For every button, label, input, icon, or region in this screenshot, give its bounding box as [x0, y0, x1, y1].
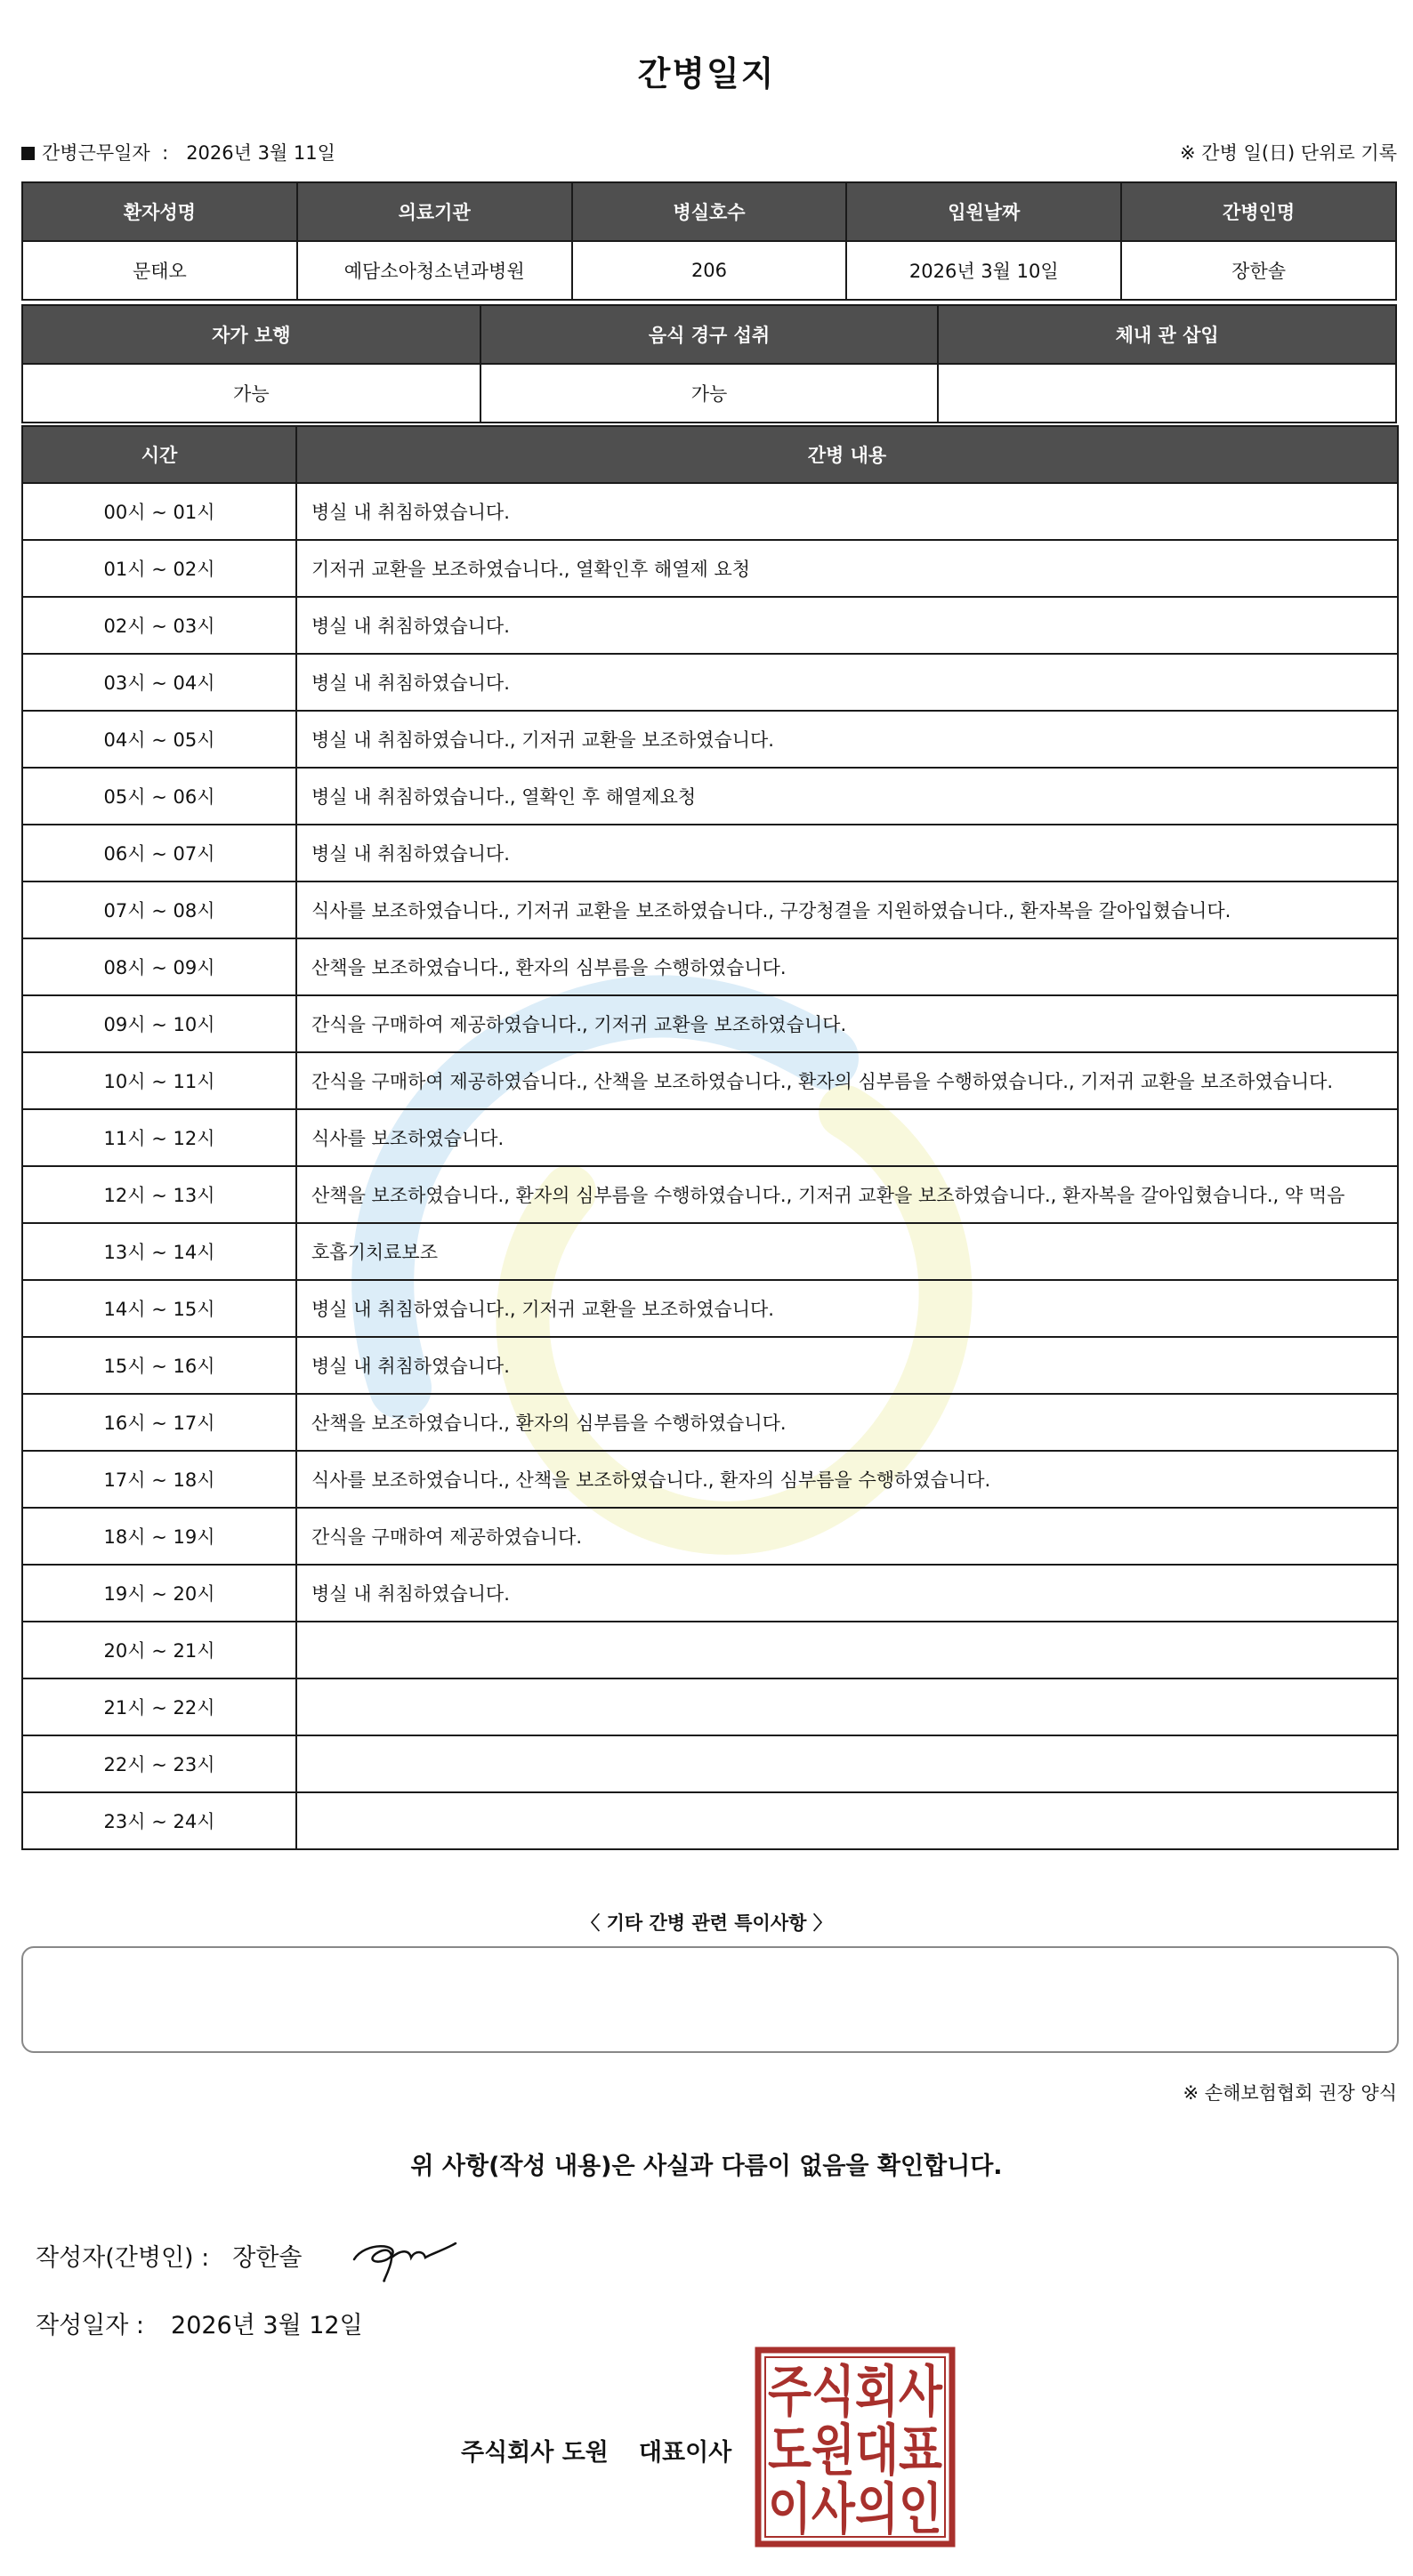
care-log-content: 산책을 보조하였습니다., 환자의 심부름을 수행하였습니다.	[296, 1394, 1398, 1451]
care-log-content	[296, 1678, 1398, 1735]
care-log-row	[22, 540, 1398, 597]
patient-info-table	[21, 181, 1397, 301]
square-bullet-icon	[21, 147, 35, 160]
header-oral-intake: 음식 경구 섭취	[480, 305, 939, 364]
room-number: 206	[572, 241, 847, 300]
header-care-content: 간병 내용	[296, 426, 1398, 483]
header-institution: 의료기관	[297, 182, 572, 241]
work-date-line	[21, 139, 335, 165]
patient-name: 문태오	[22, 241, 297, 300]
care-log-content: 호흡기치료보조	[296, 1223, 1398, 1280]
status-value-row	[22, 364, 1396, 423]
work-date-label: 간병근무일자	[42, 142, 150, 164]
care-log-time: 19시 ~ 20시	[22, 1565, 296, 1622]
company-seal-stamp	[755, 2347, 956, 2548]
care-log-table	[21, 425, 1399, 1850]
care-log-row	[22, 1337, 1398, 1394]
caregiver-name: 장한솔	[1121, 241, 1396, 300]
care-log-time: 16시 ~ 17시	[22, 1394, 296, 1451]
care-log-time: 14시 ~ 15시	[22, 1280, 296, 1337]
care-log-time: 10시 ~ 11시	[22, 1052, 296, 1109]
header-time: 시간	[22, 426, 296, 483]
header-room: 병실호수	[572, 182, 847, 241]
writing-date-label: 작성일자 :	[36, 2312, 145, 2339]
writer-line	[36, 2238, 303, 2273]
care-log-row	[22, 1792, 1398, 1849]
header-admission-date: 입원날짜	[846, 182, 1121, 241]
care-log-time: 23시 ~ 24시	[22, 1792, 296, 1849]
header-tube-insertion: 체내 관 삽입	[938, 305, 1396, 364]
care-log-content: 병실 내 취침하였습니다., 열확인 후 해열제요청	[296, 768, 1398, 825]
care-log-content	[296, 1735, 1398, 1792]
care-log-time: 13시 ~ 14시	[22, 1223, 296, 1280]
seal-text-line: 이사의인	[768, 2476, 942, 2541]
care-log-time: 21시 ~ 22시	[22, 1678, 296, 1735]
record-note: ※ 간병 일(日) 단위로 기록	[1180, 142, 1397, 164]
care-log-row	[22, 1451, 1398, 1508]
admission-date: 2026년 3월 10일	[846, 241, 1121, 300]
care-log-row	[22, 1622, 1398, 1678]
care-log-row	[22, 597, 1398, 654]
care-log-content	[296, 1792, 1398, 1849]
care-log-time: 18시 ~ 19시	[22, 1508, 296, 1565]
care-log-content: 산책을 보조하였습니다., 환자의 심부름을 수행하였습니다., 기저귀 교환을 보조하였습니다., 환자복을 갈아입혔습니다., 약 먹음	[296, 1166, 1398, 1223]
care-log-row	[22, 1166, 1398, 1223]
care-log-content: 병실 내 취침하였습니다.	[296, 825, 1398, 881]
care-log-content: 식사를 보조하였습니다., 기저귀 교환을 보조하였습니다., 구강청결을 지원하였습니다., 환자복을 갈아입혔습니다.	[296, 881, 1398, 938]
tube-insertion-value	[938, 364, 1396, 423]
care-log-content	[296, 1622, 1398, 1678]
header-self-walking: 자가 보행	[22, 305, 480, 364]
care-log-time: 04시 ~ 05시	[22, 711, 296, 768]
care-log-time: 09시 ~ 10시	[22, 995, 296, 1052]
care-log-content: 간식을 구매하여 제공하였습니다., 산책을 보조하였습니다., 환자의 심부름을 수행하였습니다., 기저귀 교환을 보조하였습니다.	[296, 1052, 1398, 1109]
care-log-row	[22, 1508, 1398, 1565]
company-line	[461, 2433, 731, 2467]
care-log-row	[22, 711, 1398, 768]
care-log-row	[22, 1052, 1398, 1109]
care-log-time: 00시 ~ 01시	[22, 483, 296, 540]
header-caregiver: 간병인명	[1121, 182, 1396, 241]
care-log-time: 22시 ~ 23시	[22, 1735, 296, 1792]
company-name: 주식회사 도원	[461, 2439, 609, 2467]
care-log-time: 20시 ~ 21시	[22, 1622, 296, 1678]
care-log-time: 11시 ~ 12시	[22, 1109, 296, 1166]
seal-text-line: 주식회사	[768, 2359, 943, 2424]
association-note: ※ 손해보험협회 권장 양식	[1183, 2082, 1397, 2104]
care-log-content: 병실 내 취침하였습니다., 기저귀 교환을 보조하였습니다.	[296, 1280, 1398, 1337]
care-log-row	[22, 1109, 1398, 1166]
care-log-time: 03시 ~ 04시	[22, 654, 296, 711]
care-log-row	[22, 483, 1398, 540]
care-log-time: 01시 ~ 02시	[22, 540, 296, 597]
writing-date-value: 2026년 3월 12일	[171, 2312, 363, 2339]
self-walking-value: 가능	[22, 364, 480, 423]
care-log-row	[22, 938, 1398, 995]
care-log-content: 병실 내 취침하였습니다., 기저귀 교환을 보조하였습니다.	[296, 711, 1398, 768]
care-log-header-row	[22, 426, 1398, 483]
patient-info-value-row	[22, 241, 1396, 300]
work-date-separator: :	[162, 142, 169, 164]
care-log-time: 07시 ~ 08시	[22, 881, 296, 938]
writer-label: 작성자(간병인) :	[36, 2244, 210, 2272]
care-log-content: 식사를 보조하였습니다.	[296, 1109, 1398, 1166]
care-log-row	[22, 1280, 1398, 1337]
patient-status-table	[21, 304, 1397, 423]
care-log-body	[22, 483, 1398, 1849]
ceo-title: 대표이사	[638, 2439, 732, 2467]
care-log-time: 08시 ~ 09시	[22, 938, 296, 995]
oral-intake-value: 가능	[480, 364, 939, 423]
care-log-content: 간식을 구매하여 제공하였습니다., 기저귀 교환을 보조하였습니다.	[296, 995, 1398, 1052]
care-log-row	[22, 825, 1398, 881]
care-log-content: 병실 내 취침하였습니다.	[296, 654, 1398, 711]
care-log-time: 06시 ~ 07시	[22, 825, 296, 881]
care-log-time: 17시 ~ 18시	[22, 1451, 296, 1508]
care-log-row	[22, 995, 1398, 1052]
writer-name: 장한솔	[232, 2244, 303, 2272]
care-log-row	[22, 768, 1398, 825]
seal-text-line: 도원대표	[768, 2418, 943, 2483]
notes-box	[21, 1946, 1399, 2053]
document-title: 간병일지	[637, 54, 776, 93]
institution-name: 예담소아청소년과병원	[297, 241, 572, 300]
signature-image	[338, 2224, 472, 2286]
care-log-content: 산책을 보조하였습니다., 환자의 심부름을 수행하였습니다.	[296, 938, 1398, 995]
care-log-content: 병실 내 취침하였습니다.	[296, 597, 1398, 654]
care-log-content: 병실 내 취침하였습니다.	[296, 1337, 1398, 1394]
confirmation-statement: 위 사항(작성 내용)은 사실과 다름이 없음을 확인합니다.	[410, 2153, 1003, 2180]
care-log-content: 간식을 구매하여 제공하였습니다.	[296, 1508, 1398, 1565]
care-log-row	[22, 1394, 1398, 1451]
care-log-row	[22, 1678, 1398, 1735]
care-log-content: 식사를 보조하였습니다., 산책을 보조하였습니다., 환자의 심부름을 수행하였습니다.	[296, 1451, 1398, 1508]
care-log-row	[22, 1223, 1398, 1280]
patient-info-header-row	[22, 182, 1396, 241]
care-log-time: 15시 ~ 16시	[22, 1337, 296, 1394]
care-log-row	[22, 1565, 1398, 1622]
status-header-row	[22, 305, 1396, 364]
care-log-time: 05시 ~ 06시	[22, 768, 296, 825]
care-log-content: 병실 내 취침하였습니다.	[296, 1565, 1398, 1622]
care-log-content: 기저귀 교환을 보조하였습니다., 열확인후 해열제 요청	[296, 540, 1398, 597]
writing-date-line	[36, 2306, 363, 2340]
care-log-time: 02시 ~ 03시	[22, 597, 296, 654]
header-patient-name: 환자성명	[22, 182, 297, 241]
work-date-value: 2026년 3월 11일	[186, 142, 335, 164]
care-log-content: 병실 내 취침하였습니다.	[296, 483, 1398, 540]
care-log-row	[22, 1735, 1398, 1792]
care-log-row	[22, 654, 1398, 711]
notes-title: 〈 기타 간병 관련 특이사항 〉	[581, 1912, 832, 1934]
care-log-time: 12시 ~ 13시	[22, 1166, 296, 1223]
care-log-row	[22, 881, 1398, 938]
